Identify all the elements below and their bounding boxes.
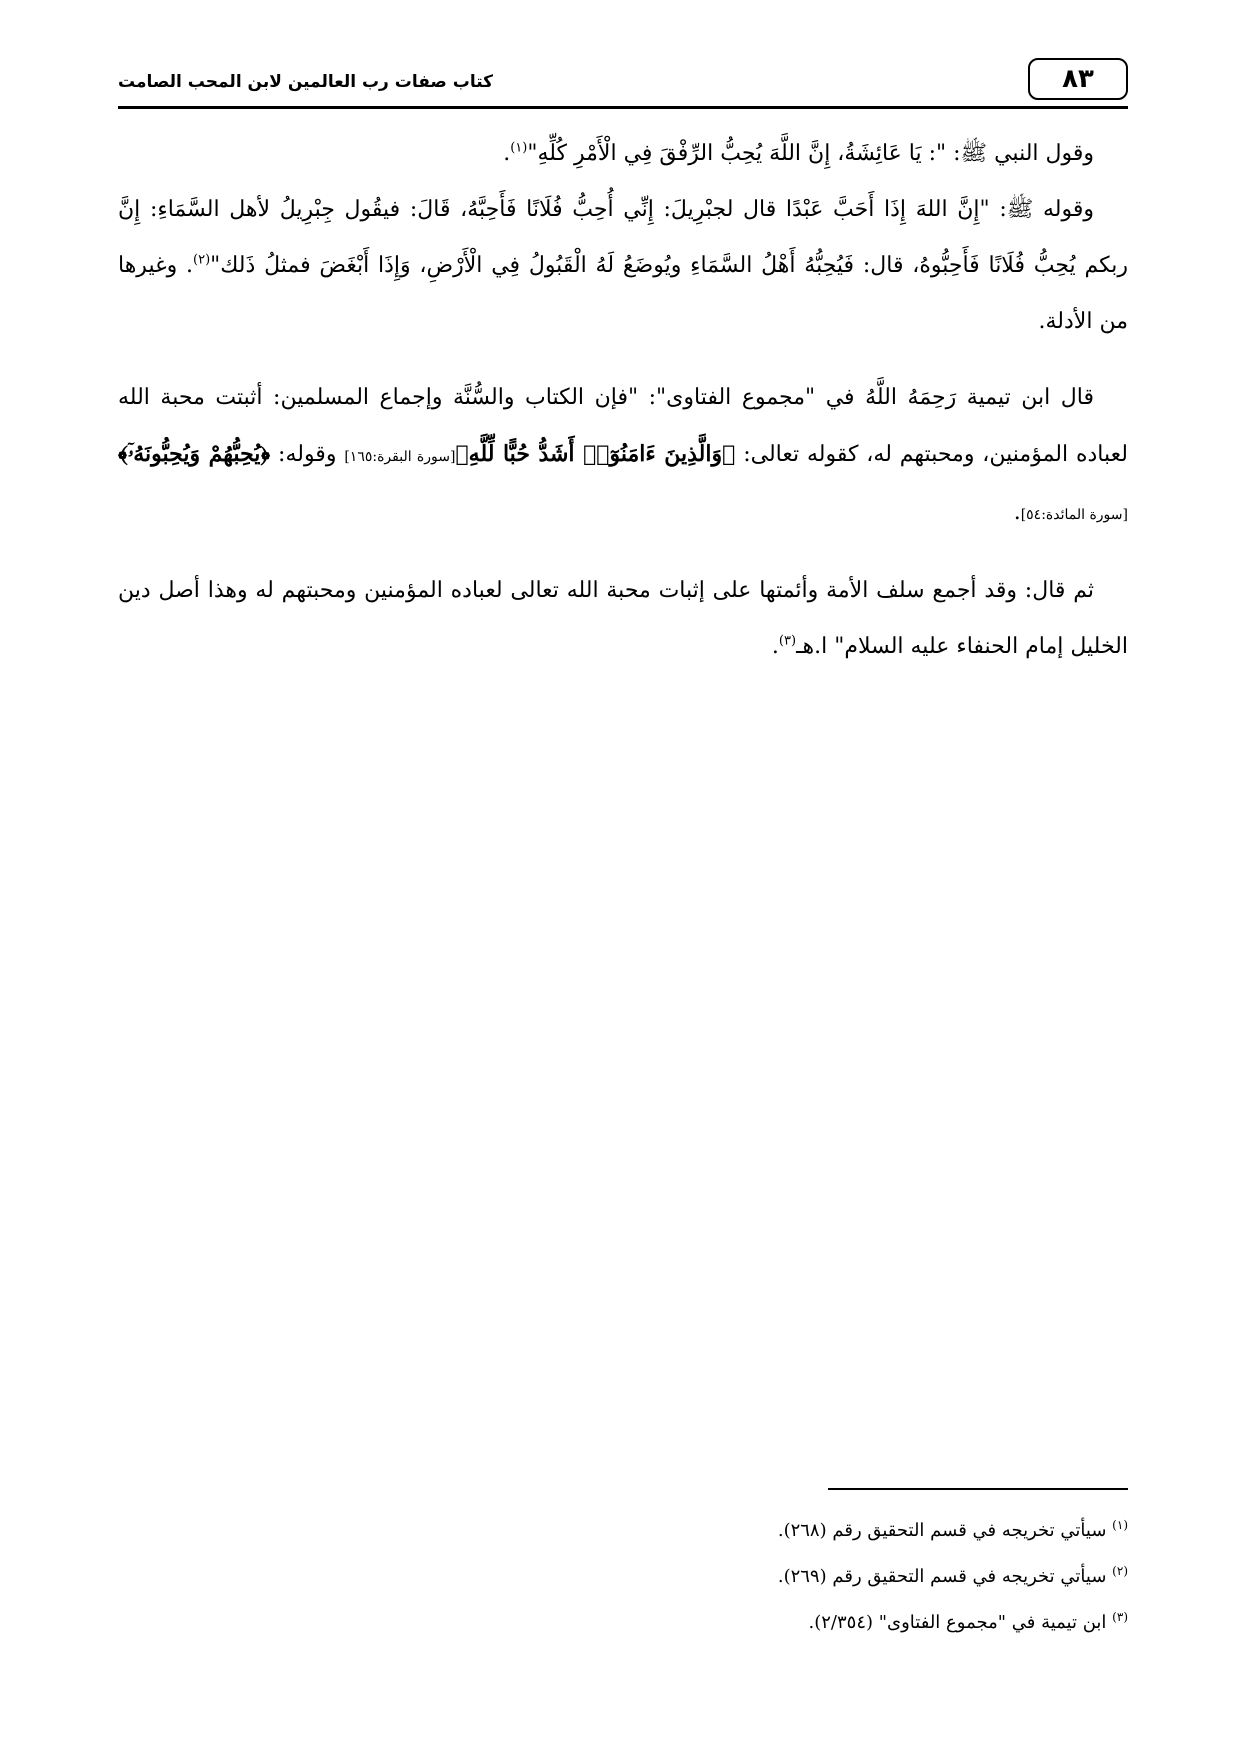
surah-reference-2: [سورة المائدة:٥٤] xyxy=(1020,507,1128,523)
quran-verse-2: ﴿يُحِبُّهُمْ وَيُحِبُّونَهُۥٓ﴾ xyxy=(118,441,271,467)
paragraph-1-end: . xyxy=(503,141,511,166)
paragraph-2-text: وقوله ﷺ: "إِنَّ اللهَ إِذَا أَحَبَّ عَبْدًا قال لجبْرِيلَ: إِنِّي أُحِبُّ فُلَانًا فَأَحِبَّهُ، قَالَ: فيقُول جِبْرِيلُ لأهل السَّمَاءِ: إِنَّ ربكم يُحِبُّ فُلَانًا فَأَحِبُّوهُ، قال: فَيُحِبُّهُ أَهْلُ السَّمَاءِ ويُوضَعُ لَهُ الْقَبُولُ فِي الْأَرْضِ، وَإِذَا أَبْغَضَ فمثلُ ذَلك" xyxy=(118,197,1128,278)
paragraph-3-end: . xyxy=(1013,500,1021,525)
footnote-ref-1: (١) xyxy=(510,140,528,156)
paragraph-1-text: وقول النبي ﷺ: ": يَا عَائِشَةُ، إِنَّ اللَّهَ يُحِبُّ الرِّفْقَ فِي الْأَمْرِ كُلِّهِ" xyxy=(527,141,1094,166)
paragraph-2 xyxy=(118,182,1128,350)
paragraph-1 xyxy=(118,126,1128,182)
footnotes xyxy=(118,1508,1128,1646)
footnote-3 xyxy=(118,1600,1128,1646)
main-text xyxy=(118,126,1128,675)
paragraph-3-text-a: قال ابن تيمية رَحِمَهُ اللَّهُ في "مجموع الفتاوى": "فإن الكتاب والسُّنَّة وإجماع المسلمين: أثبتت محبة الله لعباده المؤمنين، ومحبتهم له، كقوله تعالى: xyxy=(118,385,1128,467)
footnote-ref-3: (٣) xyxy=(778,633,797,649)
paragraph-3-text-b: وقوله: xyxy=(278,442,337,467)
footnote-1-number: (١) xyxy=(1112,1518,1128,1532)
footnote-ref-2: (٢) xyxy=(193,252,211,268)
quran-verse-1: ﴿وَالَّذِينَ ءَامَنُوٓا۟ أَشَدُّ حُبًّا لِّلَّهِ﴾ xyxy=(455,441,736,467)
paragraph-4-text: ثم قال: وقد أجمع سلف الأمة وأئمتها على إثبات محبة الله تعالى لعباده المؤمنين ومحبتهم له وهذا أصل دين الخليل إمام الحنفاء عليه السلام" ا.هـ xyxy=(118,578,1128,659)
page-number: ٨٣ xyxy=(1028,58,1128,100)
running-title: كتاب صفات رب العالمين لابن المحب الصامت xyxy=(118,72,494,92)
header-rule xyxy=(118,106,1128,109)
footnote-2 xyxy=(118,1554,1128,1600)
footnote-2-text: سيأتي تخريجه في قسم التحقيق رقم (٢٦٩). xyxy=(777,1566,1107,1587)
paragraph-2-end: . وغيرها من الأدلة. xyxy=(118,253,1128,334)
paragraph-4-end: . xyxy=(771,634,779,659)
footnote-1 xyxy=(118,1508,1128,1554)
footnote-1-text: سيأتي تخريجه في قسم التحقيق رقم (٢٦٨). xyxy=(777,1520,1107,1541)
surah-reference-1: [سورة البقرة:١٦٥] xyxy=(344,449,456,465)
paragraph-4 xyxy=(118,563,1128,675)
footnote-separator xyxy=(828,1488,1128,1490)
footnote-3-number: (٣) xyxy=(1112,1610,1128,1624)
paragraph-3 xyxy=(118,370,1128,543)
footnote-3-text: ابن تيمية في "مجموع الفتاوى" (٢/٣٥٤). xyxy=(808,1612,1107,1633)
footnote-2-number: (٢) xyxy=(1112,1564,1128,1578)
page-header xyxy=(118,58,1128,108)
